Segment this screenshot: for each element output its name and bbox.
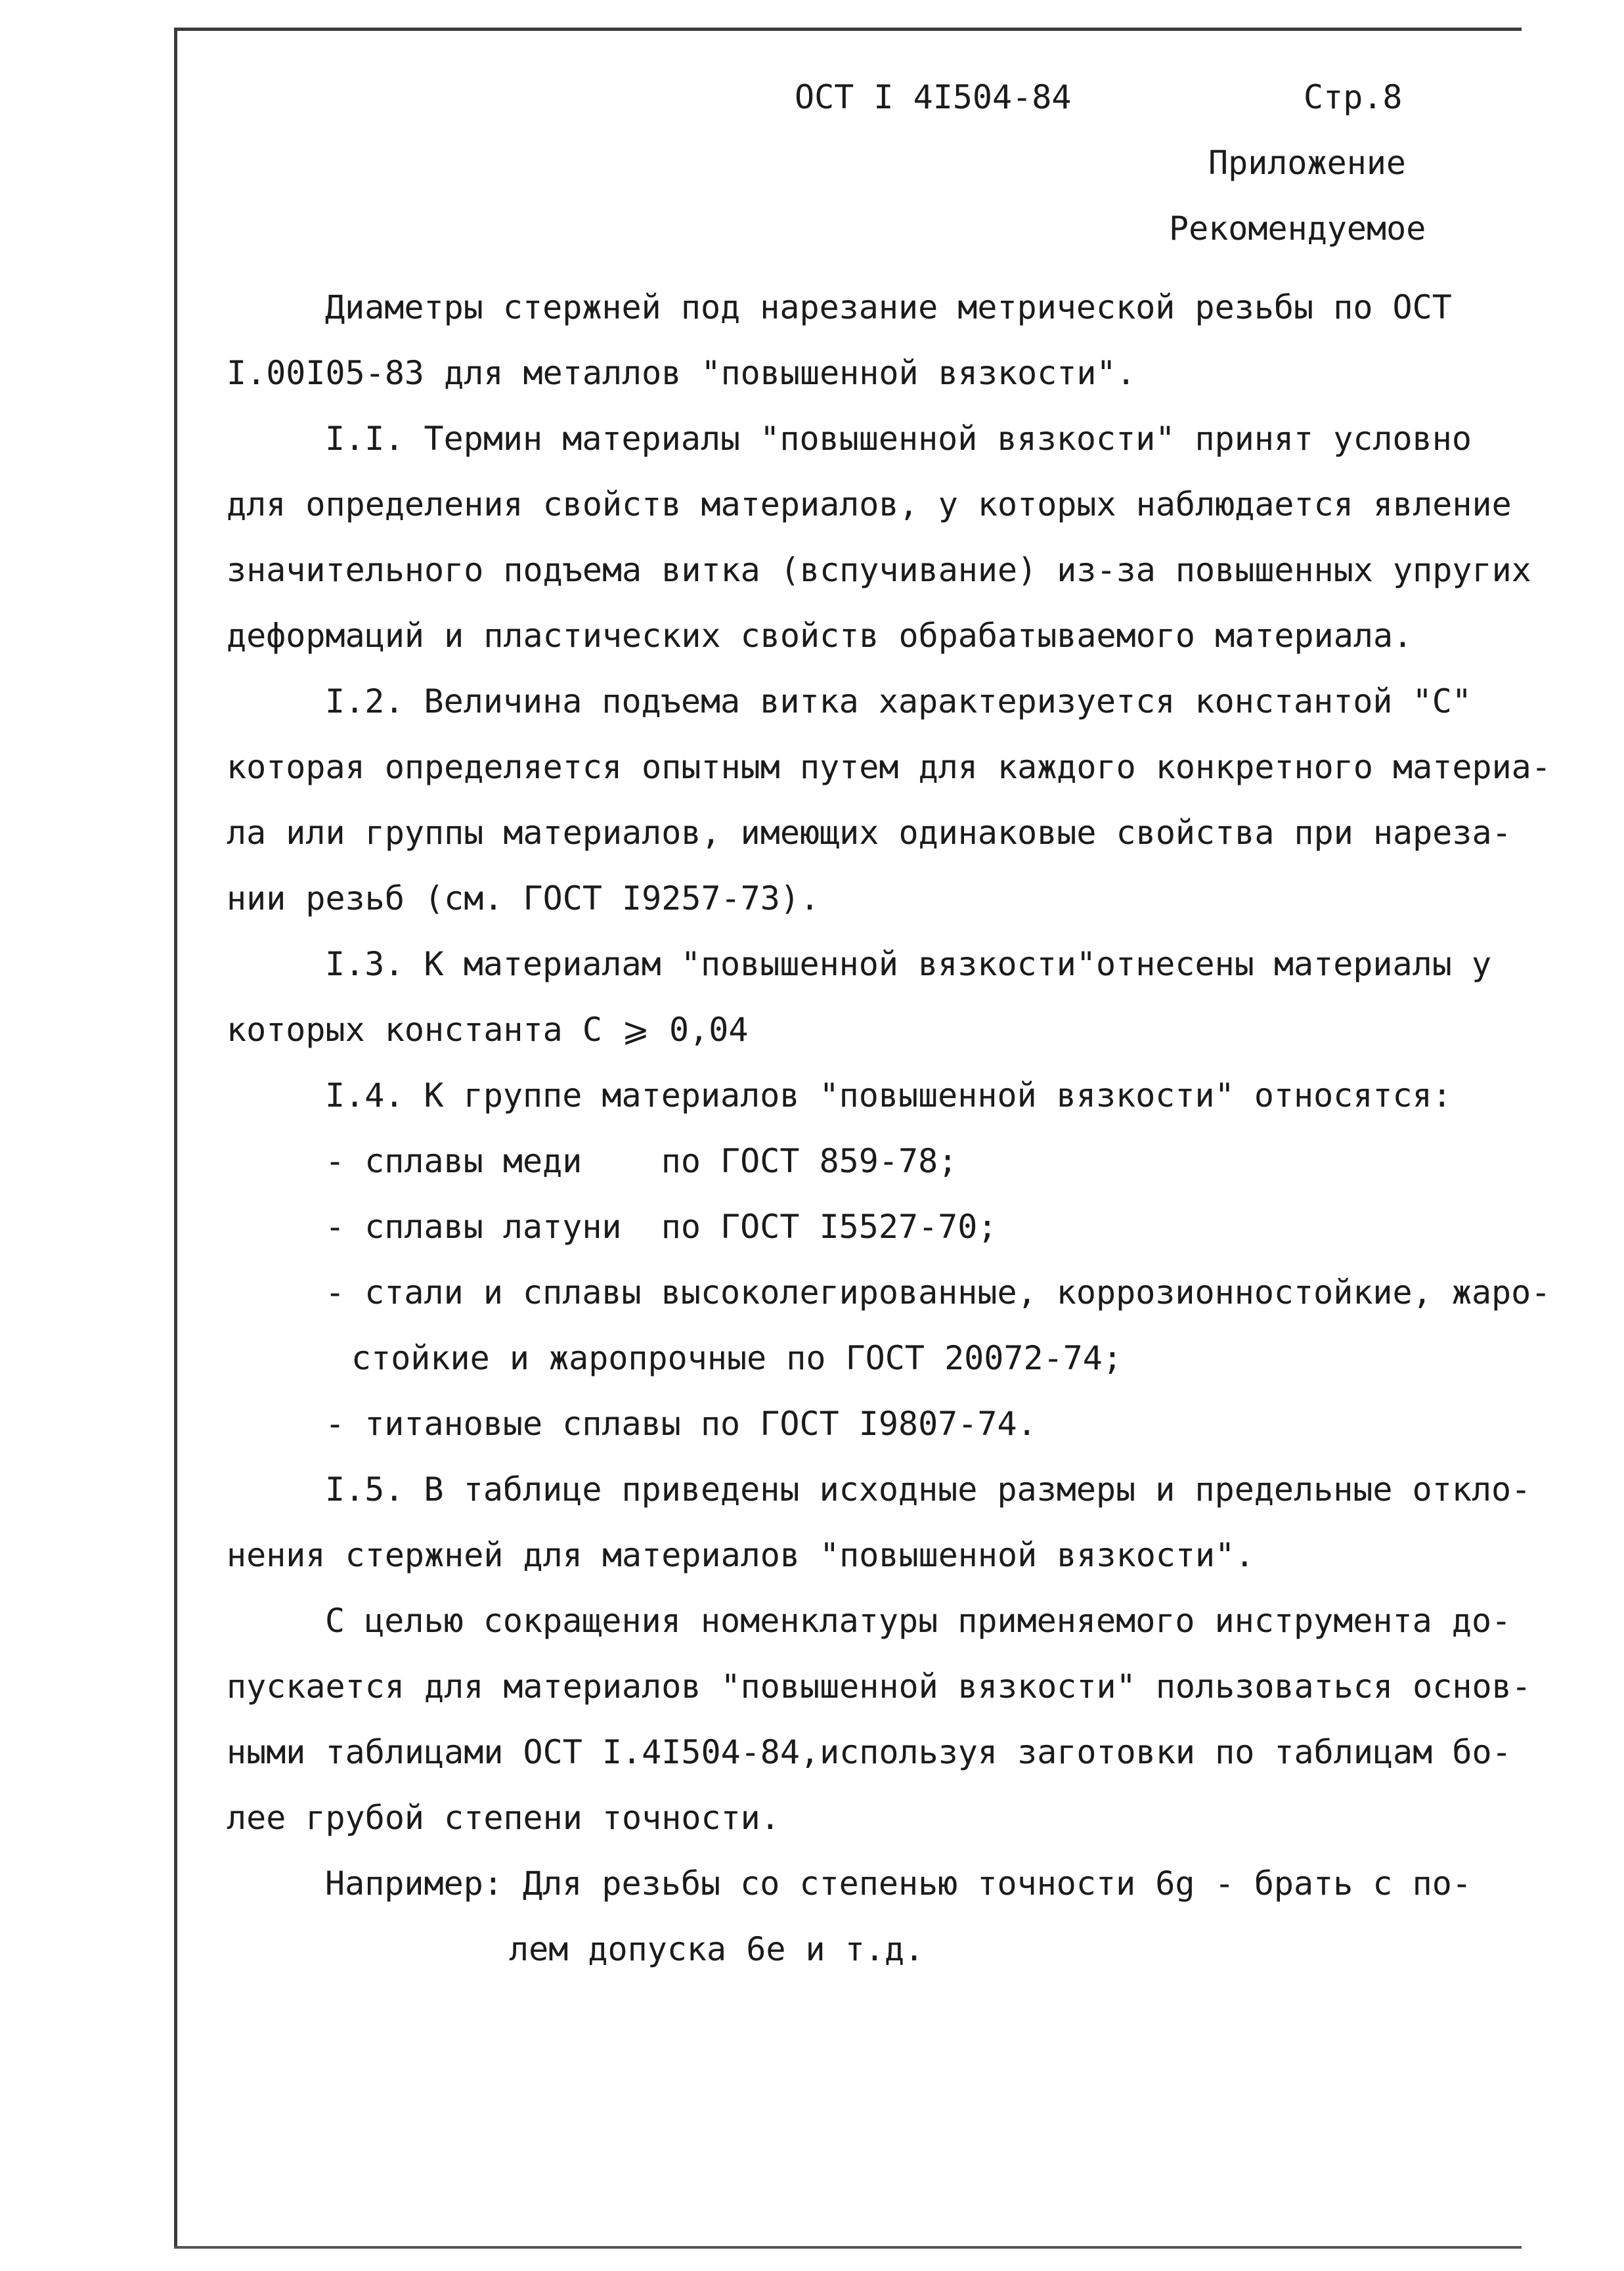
page-number: Стр.8	[1304, 78, 1403, 116]
para-1-4-line-1: I.4. К группе материалов "повышенной вязкости" относятся:	[325, 1076, 1452, 1114]
frame-top-border	[174, 28, 1522, 31]
appendix-status: Рекомендуемое	[1169, 209, 1426, 248]
list-item-copper: - сплавы меди по ГОСТ 859-78;	[325, 1142, 958, 1180]
list-item-steel-line-1: - стали и сплавы высоколегированные, коррозионностойкие, жаро-	[325, 1273, 1551, 1312]
para-1-2-line-1: I.2. Величина подъема витка характеризуется константой "С"	[325, 682, 1472, 720]
list-item-brass: - сплавы латуни по ГОСТ I5527-70;	[325, 1208, 998, 1246]
para-note-line-1: С целью сокращения номенклатуры применяемого инструмента до-	[325, 1602, 1512, 1640]
para-note-line-3: ными таблицами ОСТ I.4I504-84,используя заготовки по таблицам бо-	[227, 1733, 1512, 1771]
frame-left-border	[174, 28, 177, 2247]
list-item-titanium: - титановые сплавы по ГОСТ I9807-74.	[325, 1405, 1037, 1443]
example-line-2: лем допуска 6е и т.д.	[509, 1930, 925, 1968]
para-1-2-line-2: которая определяется опытным путем для каждого конкретного материа-	[227, 748, 1551, 786]
para-note-line-4: лее грубой степени точности.	[227, 1799, 780, 1837]
para-1-1-line-2: для определения свойств материалов, у которых наблюдается явление	[227, 485, 1512, 523]
para-1-1-line-1: I.I. Термин материалы "повышенной вязкости" принят условно	[325, 420, 1472, 458]
example-line-1: Например: Для резьбы со степенью точности 6g - брать с по-	[325, 1864, 1472, 1903]
para-1-1-line-3: значительного подъема витка (вспучивание) из-за повышенных упругих	[227, 551, 1531, 589]
para-1-5-line-1: I.5. В таблице приведены исходные размеры и предельные откло-	[325, 1470, 1531, 1509]
para-1-5-line-2: нения стержней для материалов "повышенной вязкости".	[227, 1536, 1255, 1574]
title-line-1: Диаметры стержней под нарезание метрической резьбы по ОСТ	[325, 288, 1452, 326]
frame-bottom-border	[174, 2246, 1522, 2249]
para-1-1-line-4: деформаций и пластических свойств обрабатываемого материала.	[227, 617, 1413, 655]
para-1-2-line-4: нии резьб (см. ГОСТ I9257-73).	[227, 879, 820, 917]
appendix-label: Приложение	[1208, 144, 1407, 182]
para-1-3-line-1: I.3. К материалам "повышенной вязкости"отнесены материалы у	[325, 945, 1492, 983]
document-number: ОСТ I 4I504-84	[795, 78, 1072, 116]
para-1-2-line-3: ла или группы материалов, имеющих одинаковые свойства при нареза-	[227, 814, 1512, 852]
title-line-2: I.00I05-83 для металлов "повышенной вязкости".	[227, 354, 1136, 392]
para-1-3-line-2: которых константа С ⩾ 0,04	[227, 1011, 749, 1049]
list-item-steel-line-2: стойкие и жаропрочные по ГОСТ 20072-74;	[351, 1339, 1122, 1377]
para-note-line-2: пускается для материалов "повышенной вязкости" пользоваться основ-	[227, 1667, 1531, 1706]
